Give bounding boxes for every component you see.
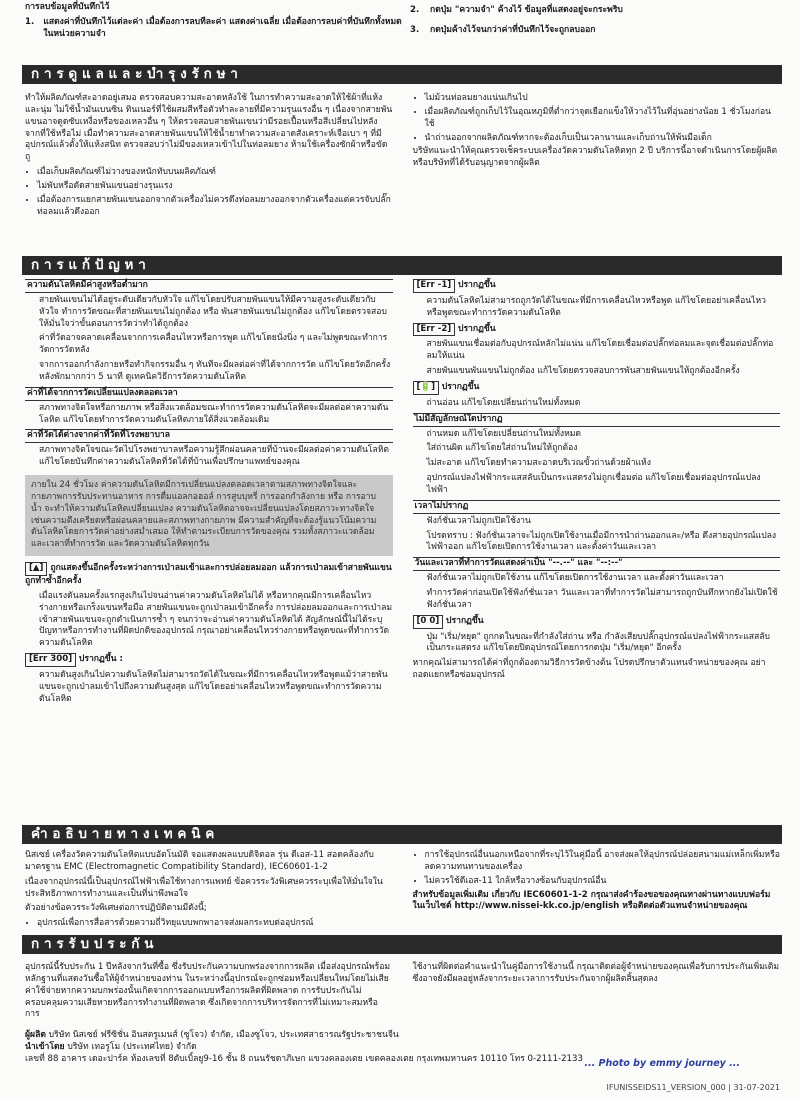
err00-label: ปรากฏขึ้น xyxy=(446,615,484,626)
issue-bar: ค่าที่ได้จากการวัดเปลี่ยนแปลงตลอดเวลา xyxy=(25,387,393,401)
delete-step-1 xyxy=(25,17,405,41)
list-item: • ไม่ควรใช้ดีเอส-11 ใกล้หรือวางซ้อนกับอุปกรณ์อื่น xyxy=(425,876,781,888)
issue-text: อุปกรณ์แปลงไฟฟ้ากระแสสลับเป็นกระแสตรงไม่ถูกเชื่อมต่อ แก้ไขโดยเชื่อมต่ออุปกรณ์แปลงไฟฟ้า xyxy=(426,473,761,496)
issue-bar: เวลาไม่ปรากฏ xyxy=(413,500,781,514)
err300-code: [Err 300] xyxy=(25,653,76,667)
info-gray-box: ภายใน 24 ชั่วโมง ค่าความดันโลหิตมีการเปลี่ยนแปลงตลอดเวลาตามสภาพทางจิตใจและกายภาพการรับประทานอาหาร การดื่มแอลกอฮอล์ การสูบบุหรี่ การออกกำลังกาย หรือ การอาบน้ำ จะทำให้ความดันโลหิตเปลี่ยนแปลง ความดันโลหิตอาจจะเปลี่ยนแปลงโดยสภาวะทางจิตใจเช่นความตึงเครียดหรือผ่อนคลายและสภาพทางกายภาพ มีความสำคัญที่จะต้องรู้แนวโน้มความดันโลหิตโดยการวัดค่าอย่างสม่ำเสมอ ให้ทำตามระเบียบการวัดของคุณ รวมทั้งสภาวะแวดล้อมและเวลาที่ทำการวัด และวัดความดันโลหิตทุกวัน xyxy=(25,475,393,556)
version-label: IFUNISSEIDS11_VERSION_000 | 31-07-2021 xyxy=(606,1083,780,1092)
maker-text: บริษัท นิสเซย์ ฟรีซิชั่น อินสตรูเมนส์ (ซูโจว) จำกัด, เมืองซูโจว, ประเทศสาธารณรัฐประชาชนจีน xyxy=(48,1030,399,1040)
warranty-right-column xyxy=(413,962,781,1024)
tech-more-info: สำหรับข้อมูลเพิ่มเติม เกี่ยวกับ IEC60601-1-2 กรุณาส่งคำร้องขอของคุณทางผ่านทางแบบฟอร์มในเว็บไซต์ http://www.nissei-kk.co.jp/english หรือติดต่อตัวแทนจำหน่ายของคุณ xyxy=(412,889,771,912)
warranty-left-column xyxy=(25,962,393,1024)
err1-label: ปรากฏขึ้น xyxy=(457,280,496,290)
warranty-section-header: การรับประกัน xyxy=(22,935,782,954)
care-service-paragraph: บริษัทแนะนำให้คุณตรวจเช็คระบบเครื่องวัดความดันโลหิตทุก 2 ปี บริการนี้อาจดำเนินการโดยผู้ผลิตหรือบริษัทที่ได้รับอนุญาตจากผู้ผลิต xyxy=(412,146,778,169)
tech-paragraph: นิสเซย์ เครื่องวัดความดันโลหิตแบบอัตโนมัติ จอแสดงผลแบบดิจิตอล รุ่น ดีเอส-11 สอดคล้องกับมาตรฐาน EMC (Electromagnetic Compatibility Standard), IEC60601-1-2 xyxy=(25,850,374,872)
issue-text: ใส่ถ่านผิด แก้ไขโดยใส่ถ่านใหม่ให้ถูกต้อง xyxy=(426,443,578,454)
retry-heading xyxy=(25,562,393,588)
tech-section-header: คำอธิบายทางเทคนิค xyxy=(22,825,782,844)
list-item: • นำถ่านออกจากผลิตภัณฑ์หากจะต้องเก็บเป็นเวลานานและเก็บถ่านให้พ้นมือเด็ก xyxy=(425,133,781,145)
photo-credit: ... Photo by emmy journey ... xyxy=(584,1058,740,1069)
issue-bar: ค่าที่วัดได้ต่างจากค่าที่วัดที่โรงพยาบาล xyxy=(25,429,393,443)
issue-text: จากการออกกำลังกายหรือทำกิจกรรมอื่น ๆ ทันทีจะมีผลต่อค่าที่ได้จากการวัด แก้ไขโดยวัดอีกครั้งหลังพักมากกว่า 5 นาที ดูเทคนิควิธีการวัดความดันโลหิต xyxy=(39,360,391,383)
issue-text: สภาพทางจิตใจหรือกายภาพ หรือสิ่งแวดล้อมขณะทำการวัดความดันโลหิตจะมีผลต่อค่าความดันโลหิต แก้ไขโดยทำการวัดความดันโลหิตภายใต้สิ่งแวดล้อมเดิม xyxy=(39,402,389,425)
tech-right-list xyxy=(413,850,781,888)
tech-left-list xyxy=(25,918,393,930)
maker-label: ผู้ผลิต xyxy=(25,1030,46,1040)
issue-text: ทำการวัดค่าก่อนเปิดใช้ฟังก์ชั่นเวลา วันและเวลาที่ทำการวัดไม่สามารถถูกบันทึกหากยังไม่เปิดใช้ฟังก์ชั่นเวลา xyxy=(426,588,778,610)
issue-text: ไม่สะอาด แก้ไขโดยทำความสะอาดบริเวณขั้วถ่านด้วยผ้าแห้ง xyxy=(426,458,651,469)
err2-code: [Err -2] xyxy=(413,323,456,337)
trouble-section-body xyxy=(25,279,780,709)
delete-step-2 xyxy=(410,5,780,17)
importer-text: บริษัท เทอรูโม (ประเทศไทย) จำกัด xyxy=(67,1041,197,1052)
step-text: กดปุ่ม "ความจำ" ค้างไว้ ข้อมูลที่แสดงอยู่จะกระพริบ xyxy=(430,5,623,15)
tech-paragraph: เนื่องจากอุปกรณ์นี้เป็นอุปกรณ์ไฟฟ้าเพื่อใช้ทางการแพทย์ ข้อควรระวังพิเศษควรระบุเพื่อให้มั่นใจในประสิทธิภาพการทำงานและเป็นที่น่าพึงพอใจ xyxy=(25,876,383,899)
issue-text: เมื่อแรงดันลมครั้งแรกสูงเกินไปจนอ่านค่าความดันโลหิตไม่ได้ หรือหากคุณมีการเคลื่อนไหวร่างกายหรือเกร็งแขนหรือมือ สายพันแขนจะถูกเป่าลมเข้าอีกครั้ง การปล่อยลมออกและการเป่าลมเข้าสายพันแขนจะถูกดำเนินการซ้ำ ๆ จนกว่าจะอ่านค่าความดันโลหิตได้ สัญลักษณ์นี้ไม่ได้ระบุปัญหาหรือการทำงานที่ผิดปกติของอุปกรณ์ กรุณาอย่าเคลื่อนไหวร่างกายหรือพูดขณะที่ทำการวัดความดันโลหิต xyxy=(39,590,393,649)
step-text: แสดงค่าที่บันทึกไว้แต่ละค่า เมื่อต้องการลบทีละค่า แสดงค่าเฉลี่ย เมื่อต้องการลบค่าที่บันทึกทั้งหมดในหน่วยความจำ xyxy=(43,16,402,39)
maker-line xyxy=(25,1030,780,1042)
issue-text: ฟังก์ชั่นเวลาไม่ถูกเปิดใช้งาน xyxy=(426,515,531,526)
delete-right-column xyxy=(410,2,780,37)
trouble-right-column xyxy=(413,279,781,709)
issue-text: ถ่านอ่อน แก้ไขโดยเปลี่ยนถ่านใหม่ทั้งหมด xyxy=(426,397,581,408)
issue-bar: ความดันโลหิตมีค่าสูงหรือต่ำมาก xyxy=(25,279,393,293)
list-item: • เมื่อผลิตภัณฑ์ถูกเก็บไว้ในอุณหภูมิที่ต่ำกว่าจุดเยือกแข็งให้วางไว้ในที่อุ่นอย่างน้อย 1 ชั่วโมงก่อนใช้ xyxy=(425,107,781,131)
care-paragraph: ทำให้ผลิตภัณฑ์สะอาดอยู่เสมอ ตรวจสอบความสะอาดหลังใช้ ในการทำความสะอาดให้ใช้ผ้าที่แห้งและนุ่ม ไม่ใช้น้ำมันเบนซิน ทินเนอร์ที่ใช้ผสมสีหรือตัวทำละลายที่มีความรุนแรงอื่น ๆ เนื่องจากสายพันแขนอาจดูดซับเหงื่อหรือของเหลวอื่น ๆ ให้ตรวจสอบสายพันแขนว่ามีรอยเปื้อนหรือสีเปลี่ยนไปหลังจากที่ใช้หรือไม่ เมื่อทำความสะอาดสายพันแขนให้ใช้น้ำยาทำความสะอาดสังเคราะห์เจือเบา ๆ ที่มีอุปกรณ์แล้วตั้งให้แห้งสนิท ตรวจสอบว่าไม่มีของเหลวเข้าไปในท่อลมยาง ห้ามใช้เครื่องซักผ้าหรือขัดถู xyxy=(25,93,393,163)
step-number: 1. xyxy=(25,16,35,27)
tech-left-column xyxy=(25,850,393,932)
err300-heading xyxy=(25,653,393,667)
address-line: เลขที่ 88 อาคาร เดอะปาร์ค ห้องเลขที่ 8ดับเบิ้ลยู9-16 ชั้น 8 ถนนรัชดาภิเษก แขวงคลองเตย เขตคลองเตย กรุงเทพมหานคร 10110 โทร 0-2111-2133 xyxy=(25,1053,583,1064)
issue-text: โปรดทราบ : ฟังก์ชั่นเวลาจะไม่ถูกเปิดใช้งานเมื่อมีการนำถ่านออกและ/หรือ ดึงสายอุปกรณ์แปลงไฟฟ้าออก แก้ไขโดยเปิดการใช้งานเวลา และตั้งค่าวันและเวลา xyxy=(426,530,777,553)
care-left-list xyxy=(25,167,393,218)
warranty-paragraph: อุปกรณ์นี้รับประกัน 1 ปีหลังจากวันที่ซื้อ ซึ่งรับประกันความบกพร่องจากการผลิต เมื่อส่งอุปกรณ์พร้อมหลักฐานที่แสดงวันซื้อให้ผู้จำหน่ายของท่าน ในระหว่างนี้อุปกรณ์จะถูกซ่อมหรือเปลี่ยนใหม่โดยไม่เสียค่าใช้จ่ายหากความบกพร่องนั้นเกิดจากการออกแบบหรือการผลิตที่ผิดพลาด การรับประกันไม่ครอบคลุมความเสียหายหรือการทำงานที่ผิดพลาด ซึ่งเกิดจากการบริหารจัดการที่ไม่เหมาะสมหรือการ xyxy=(25,962,391,1020)
top-section xyxy=(0,0,800,62)
tech-section-body xyxy=(25,850,780,932)
step-text: กดปุ่มค้างไว้จนกว่าค่าที่บันทึกไว้จะถูกลบออก xyxy=(430,24,596,35)
warranty-paragraph: ใช้งานที่ผิดต่อคำแนะนำในคู่มือการใช้งานนี้ กรุณาติดต่อผู้จำหน่ายของคุณเพื่อรับการประกันเพิ่มเติม ซึ่งอาจยังมีผลอยู่หลังจากระยะเวลาการรับประกันจากผู้ผลิตสิ้นสุดลง xyxy=(412,962,780,984)
err300-label: ปรากฏขึ้น : xyxy=(78,654,123,665)
warranty-section-body xyxy=(25,962,780,1024)
issue-text: ถ่านหมด แก้ไขโดยเปลี่ยนถ่านใหม่ทั้งหมด xyxy=(426,428,581,439)
battery-label: ปรากฏขึ้น xyxy=(441,382,480,393)
care-left-column xyxy=(25,93,393,221)
list-item: • การใช้อุปกรณ์อื่นนอกเหนือจากที่ระบุไว้ในคู่มือนี้ อาจส่งผลให้อุปกรณ์ปล่อยสนามแม่เหล็กเพิ่มหรือลดความทนทานของเครื่อง xyxy=(425,850,781,874)
err00-code: [0 0] xyxy=(413,615,444,629)
care-right-column xyxy=(413,93,781,221)
step-number: 3. xyxy=(410,24,420,35)
list-item: • อุปกรณ์เพื่อการสื่อสารด้วยความถี่วิทยุแบบพกพาอาจส่งผลกระทบต่ออุปกรณ์ xyxy=(37,918,393,930)
care-right-list xyxy=(413,93,781,144)
tech-right-column xyxy=(413,850,781,932)
issue-text: สภาพทางจิตใจขณะวัดไปโรงพยาบาลหรือความรู้สึกผ่อนคลายที่บ้านจะมีผลต่อค่าความดันโลหิต แก้ไขโดยบันทึกค่าความดันโลหิตที่วัดได้ที่บ้านเพื่อปรึกษาแพทย์ของคุณ xyxy=(39,445,390,468)
issue-text: ปุ่ม "เริ่ม/หยุด" ถูกกดในขณะที่กำลังใส่ถ่าน หรือ กำลังเสียบปลั๊กอุปกรณ์แปลงไฟฟ้ากระแสสลับเป็นกระแสตรง แก้ไขโดยปิดอุปกรณ์โดยการกดปุ่ม "เริ่ม/หยุด" อีกครั้ง xyxy=(426,631,770,654)
importer-label: นำเข้าโดย xyxy=(25,1041,65,1052)
trouble-left-column xyxy=(25,279,393,709)
issue-text: สายพันแขนไม่ได้อยู่ระดับเดียวกับหัวใจ แก้ไขโดยปรับสายพันแขนให้มีความสูงระดับเดียวกับหัวใจ ทำการวัดขณะที่สายพันแขนไม่ถูกต้อง หรือ พันสายพันแขนไม่ถูกต้อง แก้ไขโดยตรวจสอบให้มั่นใจว่าขั้นตอนการวัดว่าทำได้ถูกต้อง xyxy=(39,294,387,329)
issue-bar: ไม่มีสัญลักษณ์ใดปรากฏ xyxy=(413,413,781,427)
delete-left-column xyxy=(25,2,405,41)
list-item: • ไม่พับหรือดัดสายพันแขนอย่างรุนแรง xyxy=(37,181,393,193)
issue-bar: วันและเวลาที่ทำการวัดแสดงค่าเป็น "--.--" และ "--:--" xyxy=(413,557,781,571)
retry-symbol: [▲] xyxy=(25,562,47,576)
err2-heading xyxy=(413,323,781,337)
issue-text: สายพันแขนพันแขนไม่ถูกต้อง แก้ไขโดยตรวจสอบการพันสายพันแขนให้ถูกต้องอีกครั้ง xyxy=(426,366,740,377)
care-section-body xyxy=(25,93,780,221)
delete-heading: การลบข้อมูลที่บันทึกไว้ xyxy=(25,2,110,12)
err00-heading xyxy=(413,615,781,629)
issue-text: ฟังก์ชั่นเวลาไม่ถูกเปิดใช้งาน แก้ไขโดยเปิดการใช้งานเวลา และตั้งค่าวันและเวลา xyxy=(426,573,724,584)
retry-heading-text: ถูกแสดงขึ้นอีกครั้งระหว่างการเป่าลมเข้าและการปล่อยลมออก แล้วการเป่าลมเข้าสายพันแขนถูกทำซ้ำอีกครั้ง xyxy=(25,563,392,587)
err1-heading xyxy=(413,279,781,293)
tech-paragraph: ตัวอย่างข้อควรระวังพิเศษต่อการปฏิบัติตามมีดังนี้; xyxy=(25,903,207,914)
issue-text: ความดันสูงเกินไปความดันโลหิตไม่สามารถวัดได้ในขณะที่มีการเคลื่อนไหวหรือพูดแม้ว่าสายพันแขนจะถูกเป่าลมเข้าไปถึงความดันสูงสุด แก้ไขโดยอย่าเคลื่อนไหวหรือพูดขณะทำการวัดความดันโลหิต xyxy=(39,670,388,704)
trouble-section-header: การแก้ปัญหา xyxy=(22,256,782,275)
issue-text: สายพันแขนเชื่อมต่อกับอุปกรณ์หลักไม่แน่น แก้ไขโดยเชื่อมต่อปลั๊กท่อลมและจุดเชื่อมต่อปลั๊กท่อลมให้แน่น xyxy=(426,339,774,362)
battery-heading xyxy=(413,381,781,395)
list-item: • ไม่ม้วนท่อลมยางแน่นเกินไป xyxy=(425,93,781,105)
err2-label: ปรากฏขึ้น xyxy=(457,323,496,334)
issue-text: ความดันโลหิตไม่สามารถถูกวัดได้ในขณะที่มีการเคลื่อนไหวหรือพูด แก้ไขโดยอย่าเคลื่อนไหวหรือพูดขณะทำการวัดความดันโลหิต xyxy=(426,295,766,318)
list-item: • เมื่อต้องการแยกสายพันแขนออกจากตัวเครื่องไม่ควรดึงท่อลมยางออกจากตัวเครื่องแต่ควรจับปลั๊กท่อลมแล้วดึงออก xyxy=(37,195,393,219)
care-section-header: การดูแลและบำรุงรักษา xyxy=(22,65,782,84)
err1-code: [Err -1] xyxy=(413,279,456,293)
list-item: • เมื่อเก็บผลิตภัณฑ์ไม่วางของหนักทับบนผลิตภัณฑ์ xyxy=(37,167,393,179)
delete-step-3 xyxy=(410,25,780,37)
importer-line xyxy=(25,1042,780,1054)
issue-text: ค่าที่วัดอาจคลาดเคลื่อนจากการเคลื่อนไหวหรือการพูด แก้ไขโดยนั่งนิ่ง ๆ และไม่พูดขณะทำการวัดการวัดหลัง xyxy=(39,333,388,356)
issue-text: หากคุณไม่สามารถได้ค่าที่ถูกต้องตามวิธีการวัดข้างต้น โปรดปรึกษาตัวแทนจำหน่ายของคุณ อย่าถอดแยกหรือซ่อมอุปกรณ์ xyxy=(412,658,766,681)
step-number: 2. xyxy=(410,5,420,15)
battery-icon: [🔋] xyxy=(413,381,440,395)
